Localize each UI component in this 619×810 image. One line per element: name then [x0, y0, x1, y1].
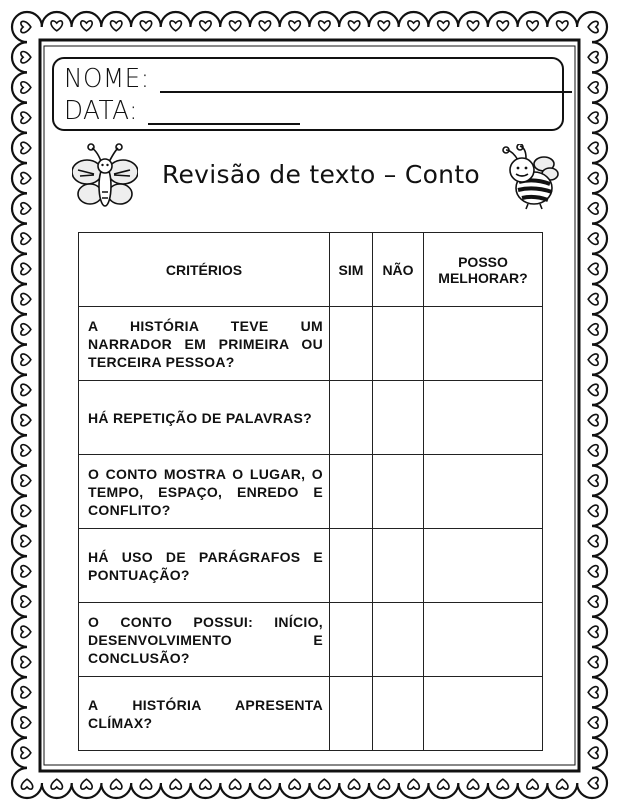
no-cell[interactable]: [373, 603, 424, 677]
criterion-text: A HISTÓRIA TEVE UM NARRADOR EM PRIMEIRA OU TERCEIRA PESSOA?: [79, 307, 330, 381]
name-row: [64, 65, 572, 93]
student-info-box: [52, 57, 564, 131]
yes-cell[interactable]: [330, 677, 373, 751]
column-criteria: CRITÉRIOS: [79, 233, 330, 307]
column-can-improve: POSSO MELHORAR?: [424, 233, 543, 307]
title-row: [68, 140, 560, 220]
yes-cell[interactable]: [330, 307, 373, 381]
no-cell[interactable]: [373, 307, 424, 381]
can-improve-cell[interactable]: [424, 307, 543, 381]
table-row: [79, 455, 543, 529]
review-criteria-table: [78, 232, 543, 751]
table-row: [79, 529, 543, 603]
can-improve-cell[interactable]: [424, 529, 543, 603]
criterion-text: O CONTO MOSTRA O LUGAR, O TEMPO, ESPAÇO, ENREDO E CONFLITO?: [79, 455, 330, 529]
can-improve-cell[interactable]: [424, 381, 543, 455]
date-row: [64, 97, 300, 125]
yes-cell[interactable]: [330, 381, 373, 455]
no-cell[interactable]: [373, 529, 424, 603]
yes-cell[interactable]: [330, 529, 373, 603]
criterion-text: HÁ USO DE PARÁGRAFOS E PONTUAÇÃO?: [79, 529, 330, 603]
column-yes: SIM: [330, 233, 373, 307]
date-blank-line[interactable]: [148, 101, 300, 125]
no-cell[interactable]: [373, 381, 424, 455]
yes-cell[interactable]: [330, 603, 373, 677]
table-header-row: [79, 233, 543, 307]
can-improve-cell[interactable]: [424, 677, 543, 751]
no-cell[interactable]: [373, 677, 424, 751]
table-row: [79, 381, 543, 455]
table-row: [79, 677, 543, 751]
no-cell[interactable]: [373, 455, 424, 529]
criterion-text: HÁ REPETIÇÃO DE PALAVRAS?: [79, 381, 330, 455]
can-improve-cell[interactable]: [424, 455, 543, 529]
date-label: DATA:: [64, 96, 138, 126]
table-row: [79, 603, 543, 677]
page-title: Revisão de texto – Conto: [161, 160, 481, 189]
name-blank-line[interactable]: [160, 69, 572, 93]
bee-icon: [500, 144, 560, 210]
column-no: NÃO: [373, 233, 424, 307]
criterion-text: O CONTO POSSUI: INÍCIO, DESENVOLVIMENTO E CONCLUSÃO?: [79, 603, 330, 677]
name-label: NOME:: [64, 64, 150, 94]
butterfly-icon: [72, 142, 138, 214]
can-improve-cell[interactable]: [424, 603, 543, 677]
table-row: [79, 307, 543, 381]
criterion-text: A HISTÓRIA APRESENTA CLÍMAX?: [79, 677, 330, 751]
yes-cell[interactable]: [330, 455, 373, 529]
